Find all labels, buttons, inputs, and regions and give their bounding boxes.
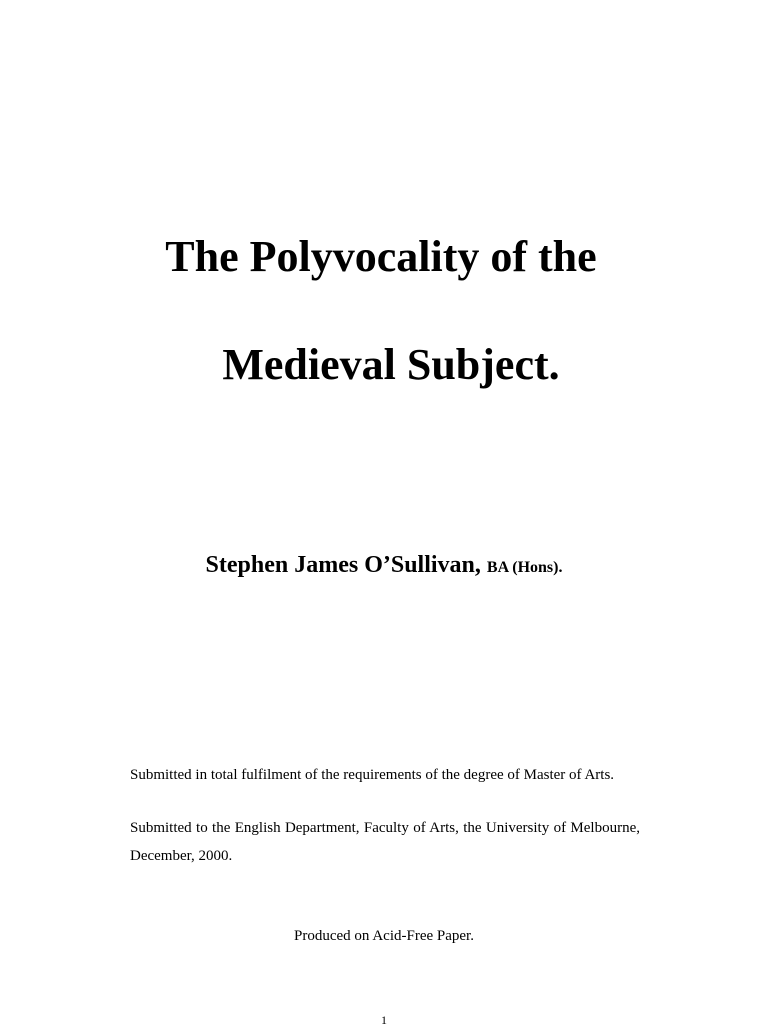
- submission-details: Submitted to the English Department, Faculty of Arts, the University of Melbourne, December, 2000.: [130, 820, 640, 864]
- author-line: [0, 550, 768, 583]
- acid-free-paper-note: Produced on Acid-Free Paper.: [294, 928, 474, 944]
- thesis-title-line-1: The Polyvocality of the: [165, 232, 597, 281]
- page-number: 1: [381, 1013, 387, 1027]
- submission-statement: Submitted in total fulfilment of the requirements of the degree of Master of Arts.: [130, 767, 615, 783]
- author-name: Stephen James O’Sullivan,: [205, 552, 481, 578]
- author-degree: BA (Hons).: [486, 559, 563, 576]
- thesis-title-line-2: Medieval Subject.: [222, 340, 560, 389]
